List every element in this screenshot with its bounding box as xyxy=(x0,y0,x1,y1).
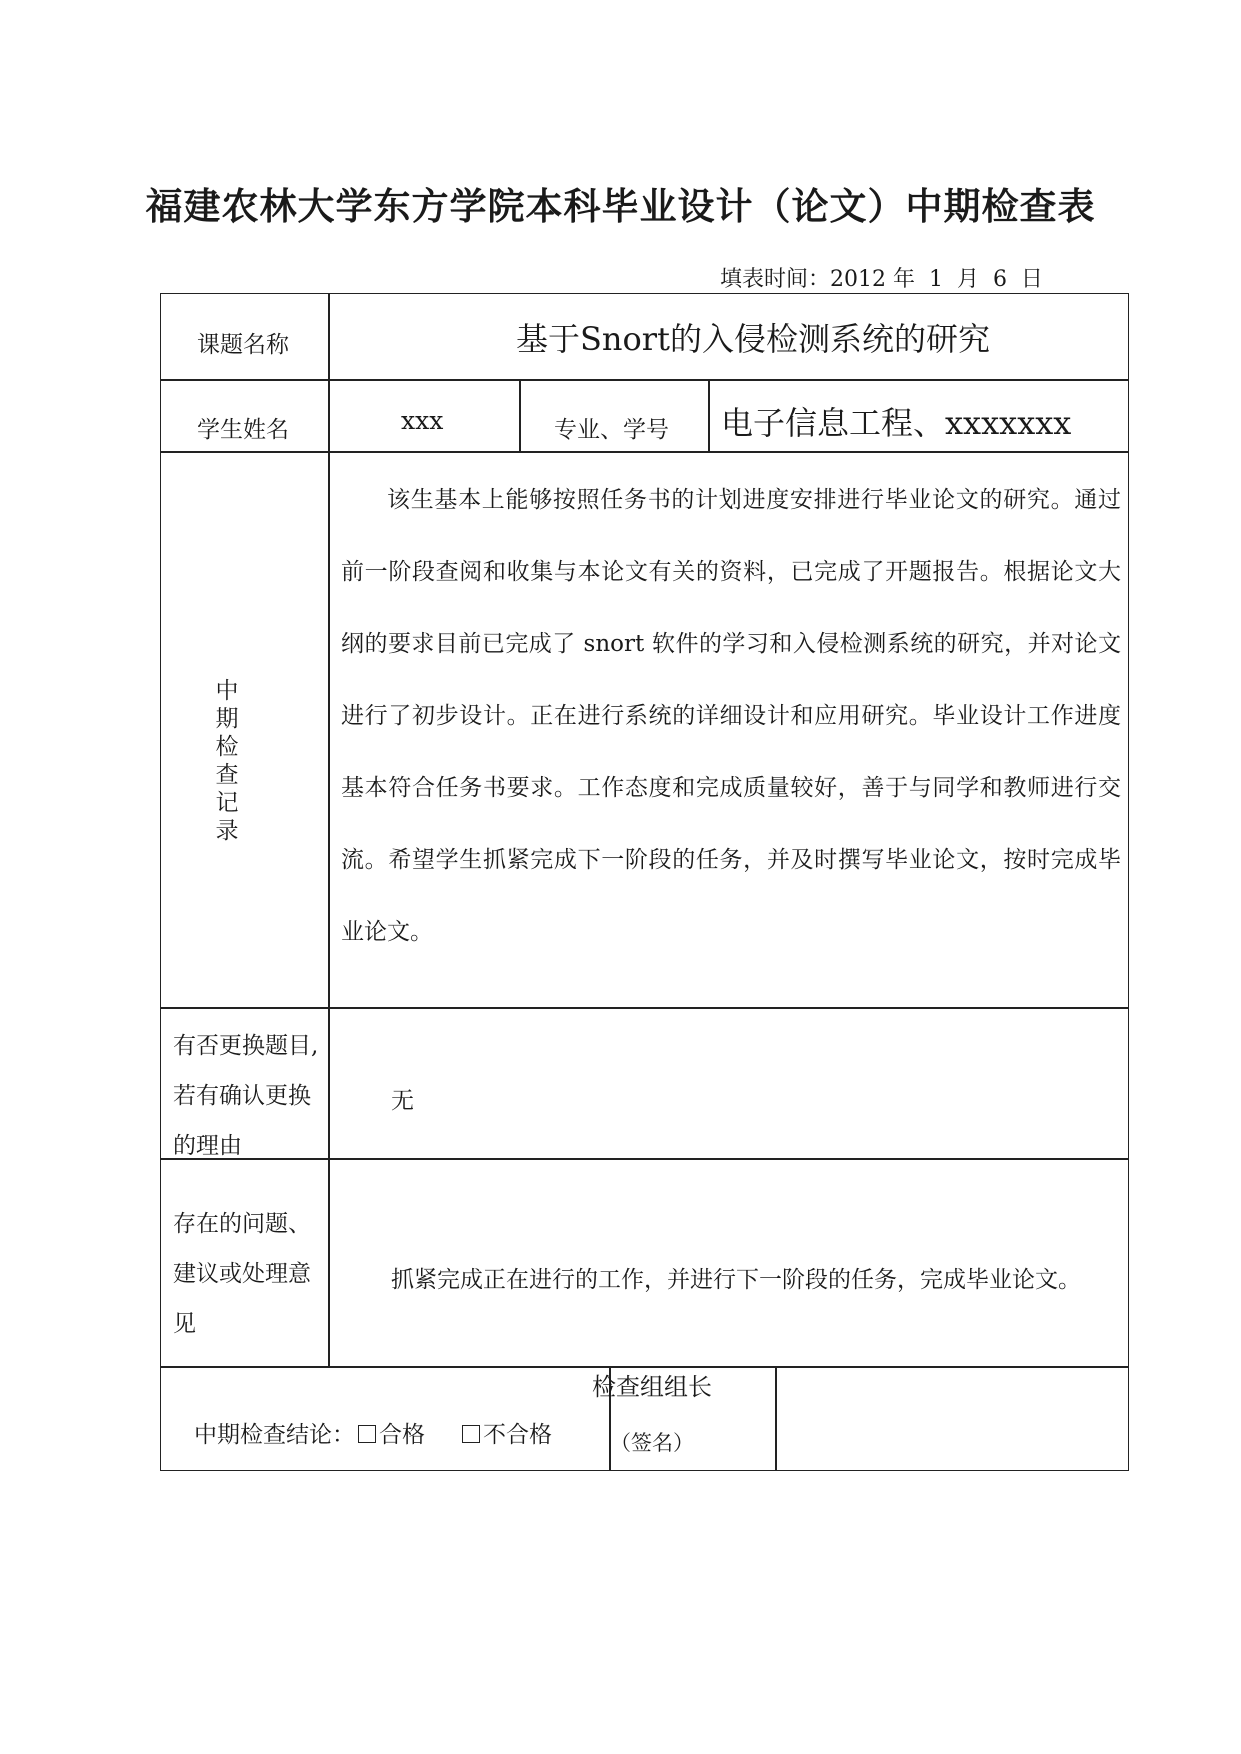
fill-date: 填表时间：2012 年 1 月 6 日 xyxy=(720,267,1043,292)
column-divider xyxy=(708,379,710,451)
topic-change-value: 无 xyxy=(391,1088,414,1114)
document-title: 福建农林大学东方学院本科毕业设计（论文）中期检查表 xyxy=(145,185,1096,228)
topic-change-label: 有否更换题目,若有确认更换的理由 xyxy=(173,1033,319,1159)
topic-value: 基于Snort的入侵检测系统的研究 xyxy=(516,320,990,358)
midterm-record-paragraph: 该生基本上能够按照任务书的计划进度安排进行毕业论文的研究。通过前一阶段查阅和收集与本论文有关的资料，已完成了开题报告。根据论文大纲的要求目前已完成了 snort 软件的学习和入侵检测系统的研究，并对论文进行了初步设计。正在进行系统的详细设计和应用研究。毕业设计工作进度基本符合任务书要求。工作态度和完成质量较好，善于与同学和教师进行交流。希望学生抓紧完成下一阶段的任务，并及时撰写毕业论文，按时完成毕业论文。 xyxy=(341,487,1121,945)
major-id-value: 电子信息工程、xxxxxxx xyxy=(721,404,1072,442)
problems-label: 存在的问题、建议或处理意见 xyxy=(173,1211,311,1337)
row-divider xyxy=(161,451,1128,453)
midterm-record-text xyxy=(341,464,1121,968)
row-divider xyxy=(161,379,1128,381)
conclusion-label: 中期检查结论： xyxy=(194,1422,355,1448)
group-leader-sign-note: （签名） xyxy=(610,1431,694,1455)
student-name-value: xxx xyxy=(401,406,444,435)
pass-option-label: 合格 xyxy=(379,1422,425,1448)
group-leader-label: 检查组组长 xyxy=(592,1373,712,1401)
major-id-label: 专业、学号 xyxy=(554,417,669,443)
conclusion-field xyxy=(194,1416,552,1449)
student-name-label: 学生姓名 xyxy=(197,417,289,443)
row-divider xyxy=(161,1007,1128,1009)
pass-checkbox[interactable] xyxy=(358,1425,376,1443)
fail-checkbox[interactable] xyxy=(462,1425,480,1443)
midterm-check-form xyxy=(160,293,1129,1471)
column-divider xyxy=(519,379,521,451)
problems-value: 抓紧完成正在进行的工作，并进行下一阶段的任务，完成毕业论文。 xyxy=(391,1267,1081,1293)
fail-option-label: 不合格 xyxy=(483,1422,552,1448)
midterm-record-label: 中期检查记录 xyxy=(215,678,239,844)
group-leader-signature-field[interactable] xyxy=(777,1368,1127,1468)
topic-label: 课题名称 xyxy=(197,332,289,358)
column-divider xyxy=(328,294,330,1366)
